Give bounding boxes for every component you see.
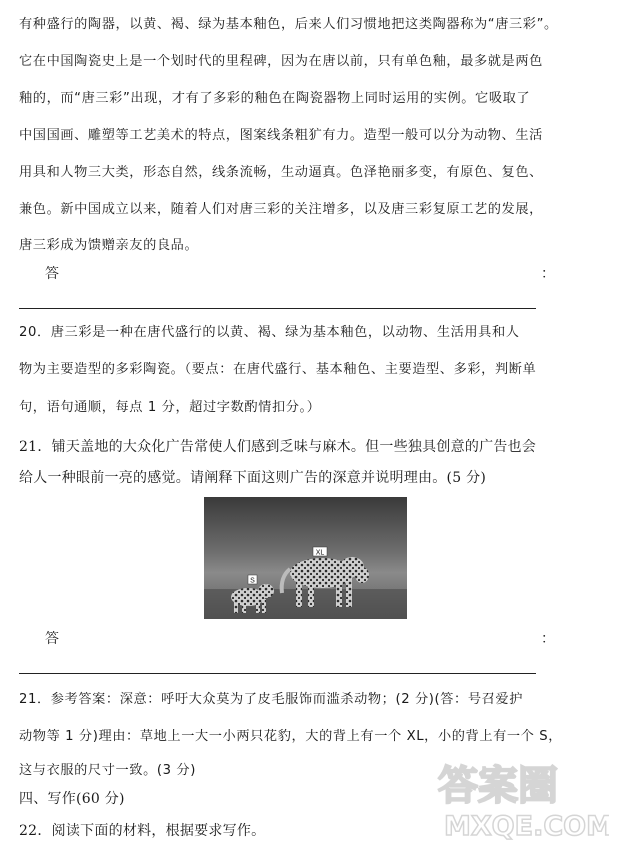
answer-label: 答 [45,631,59,647]
section-heading-writing: 四、写作(60 分) [19,791,125,807]
size-tag-xl [313,547,327,557]
passage-line: 唐三彩成为馈赠亲友的良品。 [19,238,199,253]
passage-line: 兼色。新中国成立以来，随着人们对唐三彩的关注增多，以及唐三彩复原工艺的发展， [19,202,543,217]
answer-colon: ： [541,266,555,282]
answer21-line: 21．参考答案：深意：呼吁大众莫为了皮毛服饰而滥杀动物；(2 分)(答：号召爱护 [19,692,523,707]
question21-line: 给人一种眼前一亮的感觉。请阐释下面这则广告的深意并说明理由。(5 分) [19,470,487,486]
svg-text:答案圈: 答案圈 [438,763,558,809]
answer-blank [45,629,555,649]
question-22: 22．阅读下面的材料，根据要求写作。 [19,823,266,839]
watermark-logo [434,751,609,841]
svg-text:XL: XL [315,549,325,557]
answer20-line: 物为主要造型的多彩陶瓷。（要点：在唐代盛行、基本釉色、主要造型、多彩，判断单 [19,362,537,377]
ad-photo-leopards [204,497,407,619]
size-tag-s [248,575,257,585]
passage-line: 釉的，而“唐三彩”出现，才有了多彩的釉色在陶瓷器物上同时运用的实例。它吸取了 [19,91,531,106]
answer-rule [19,308,536,309]
passage-line: 有种盛行的陶器，以黄、褐、绿为基本釉色，后来人们习惯地把这类陶器称为“唐三彩”。 [19,17,558,32]
svg-text:S: S [250,577,255,585]
answer-label: 答 [45,266,59,282]
question21-line: 21．铺天盖地的大众化广告常使人们感到乏味与麻木。但一些独具创意的广告也会 [19,439,537,455]
answer21-line: 这与衣服的尺寸一致。(3 分) [19,763,196,778]
answer-rule [19,673,536,674]
passage-line: 中国国画、雕塑等工艺美术的特点，图案线条粗犷有力。造型一般可以分为动物、生活 [19,128,543,143]
answer-blank [45,264,555,284]
answer-colon: ： [541,631,555,647]
svg-text:MXQE.COM: MXQE.COM [444,811,609,841]
passage-line: 用具和人物三大类，形态自然，线条流畅，生动逼真。色泽艳丽多变，有原色、复色、 [19,165,543,180]
passage-line: 它在中国陶瓷史上是一个划时代的里程碑，因为在唐以前，只有单色釉，最多就是两色 [19,54,543,69]
answer20-line: 句，语句通顺，每点 1 分，超过字数酌情扣分。） [19,400,321,415]
answer20-line: 20．唐三彩是一种在唐代盛行的以黄、褐、绿为基本釉色，以动物、生活用具和人 [19,325,520,340]
answer21-line: 动物等 1 分)理由：草地上一大一小两只花豹，大的背上有一个 XL，小的背上有一个 S， [19,729,563,744]
